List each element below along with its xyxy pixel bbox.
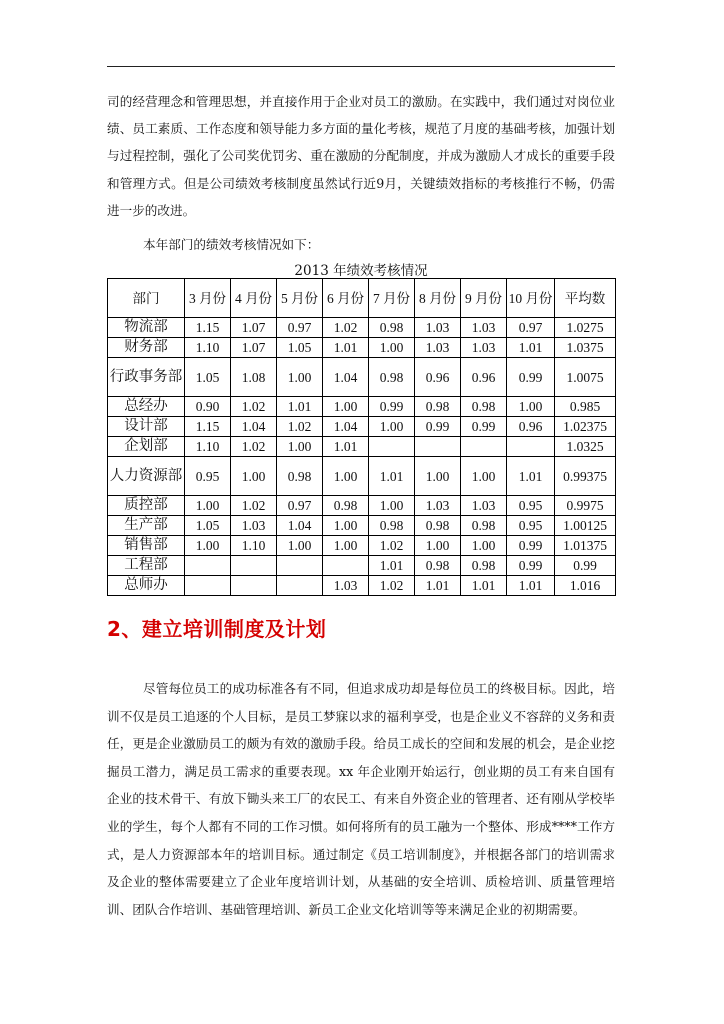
table-cell: 0.985 — [555, 397, 616, 417]
department-cell: 质控部 — [108, 496, 185, 516]
table-cell: 1.0075 — [555, 358, 616, 397]
table-cell: 0.98 — [461, 556, 507, 576]
department-cell: 生产部 — [108, 516, 185, 536]
table-cell: 1.0375 — [555, 338, 616, 358]
table-row — [108, 417, 616, 437]
table-cell: 1.10 — [231, 536, 277, 556]
table-cell: 1.05 — [185, 516, 231, 536]
table-cell: 1.00 — [277, 358, 323, 397]
table-cell: 1.04 — [323, 417, 369, 437]
table-cell: 1.02375 — [555, 417, 616, 437]
table-cell: 1.00 — [185, 496, 231, 516]
table-cell — [231, 556, 277, 576]
column-header: 10 月份 — [507, 279, 555, 318]
table-cell: 0.99 — [507, 556, 555, 576]
table-cell: 1.01 — [277, 397, 323, 417]
column-header: 平均数 — [555, 279, 616, 318]
table-cell: 0.98 — [461, 397, 507, 417]
table-cell: 1.01 — [507, 338, 555, 358]
table-cell: 0.9975 — [555, 496, 616, 516]
table-cell: 1.00 — [323, 536, 369, 556]
section-title: 2、建立培训制度及计划 — [107, 617, 327, 641]
table-cell: 0.98 — [369, 516, 415, 536]
table-cell: 1.0325 — [555, 437, 616, 457]
table-cell: 0.98 — [461, 516, 507, 536]
column-header: 8 月份 — [415, 279, 461, 318]
table-cell: 1.07 — [231, 338, 277, 358]
table-row — [108, 536, 616, 556]
table-row — [108, 576, 616, 596]
table-cell: 0.96 — [415, 358, 461, 397]
table-cell — [185, 576, 231, 596]
performance-table — [107, 278, 616, 596]
header-rule — [107, 66, 615, 67]
table-cell: 1.01 — [323, 338, 369, 358]
table-cell: 1.016 — [555, 576, 616, 596]
table-row — [108, 437, 616, 457]
column-header: 3 月份 — [185, 279, 231, 318]
table-cell — [323, 556, 369, 576]
table-cell: 1.00 — [461, 536, 507, 556]
table-cell: 1.02 — [323, 318, 369, 338]
table-cell: 1.08 — [231, 358, 277, 397]
column-header: 部门 — [108, 279, 185, 318]
column-header: 7 月份 — [369, 279, 415, 318]
table-cell: 1.01375 — [555, 536, 616, 556]
table-cell: 1.00 — [369, 417, 415, 437]
body-paragraph-2: 尽管每位员工的成功标准各有不同，但追求成功却是每位员工的终极目标。因此，培训不仅是员工追逐的个人目标，是员工梦寐以求的福利享受，也是企业义不容辞的义务和责任，更是企业激励员工的颇为有效的激励手段。给员工成长的空间和发展的机会，是企业挖掘员工潜力，满足员工需求的重要表现。xx 年企业刚开始运行，创业期的员工有来自国有企业的技术骨干、有放下锄头来工厂的农民工、有来自外资企业的管理者、还有刚从学校毕业的学生，每个人都有不同的工作习惯。如何将所有的员工融为一个整体、形成****工作方式，是人力资源部本年的培训目标。通过制定《员工培训制度》，并根据各部门的培训需求及企业的整体需要建立了企业年度培训计划，从基础的安全培训、质检培训、质量管理培训、团队合作培训、基础管理培训、新员工企业文化培训等等来满足企业的初期需要。 — [107, 681, 615, 917]
table-cell: 0.99 — [369, 397, 415, 417]
table-cell: 1.01 — [369, 457, 415, 496]
department-cell: 人力资源部 — [108, 457, 185, 496]
table-cell: 1.00 — [185, 536, 231, 556]
table-cell: 1.03 — [231, 516, 277, 536]
table-cell: 0.98 — [277, 457, 323, 496]
department-cell: 企划部 — [108, 437, 185, 457]
table-cell: 1.02 — [231, 397, 277, 417]
table-cell: 1.10 — [185, 338, 231, 358]
table-cell: 1.02 — [369, 536, 415, 556]
table-cell: 1.01 — [507, 576, 555, 596]
table-cell: 0.98 — [369, 358, 415, 397]
department-cell: 行政事务部 — [108, 358, 185, 397]
table-cell: 1.02 — [231, 496, 277, 516]
table-cell: 0.98 — [415, 556, 461, 576]
table-cell — [185, 556, 231, 576]
table-cell: 1.00 — [277, 437, 323, 457]
table-cell: 1.01 — [415, 576, 461, 596]
table-cell — [507, 437, 555, 457]
table-cell: 1.01 — [461, 576, 507, 596]
table-cell: 0.99375 — [555, 457, 616, 496]
table-cell: 1.00 — [231, 457, 277, 496]
table-cell: 1.00125 — [555, 516, 616, 536]
table-row — [108, 457, 616, 496]
table-cell: 1.00 — [461, 457, 507, 496]
table-cell: 0.96 — [507, 417, 555, 437]
table-cell: 1.00 — [323, 516, 369, 536]
table-cell — [461, 437, 507, 457]
table-intro-line: 本年部门的绩效考核情况如下： — [143, 237, 320, 252]
column-header: 9 月份 — [461, 279, 507, 318]
table-cell: 0.96 — [461, 358, 507, 397]
table-cell: 0.95 — [507, 516, 555, 536]
table-cell: 1.02 — [369, 576, 415, 596]
table-cell: 0.97 — [277, 318, 323, 338]
table-cell: 1.01 — [323, 437, 369, 457]
table-cell: 0.97 — [277, 496, 323, 516]
table-cell: 1.00 — [277, 536, 323, 556]
table-cell: 1.15 — [185, 417, 231, 437]
table-cell: 1.07 — [231, 318, 277, 338]
table-cell: 1.03 — [415, 338, 461, 358]
column-header: 5 月份 — [277, 279, 323, 318]
table-cell: 1.04 — [231, 417, 277, 437]
table-cell: 1.00 — [415, 457, 461, 496]
table-cell — [369, 437, 415, 457]
table-cell: 1.03 — [461, 496, 507, 516]
table-cell: 1.05 — [277, 338, 323, 358]
table-caption: 2013 年绩效考核情况 — [294, 263, 428, 279]
table-cell: 1.04 — [323, 358, 369, 397]
table-cell — [415, 437, 461, 457]
table-cell: 1.01 — [507, 457, 555, 496]
table-cell: 1.01 — [369, 556, 415, 576]
table-cell: 1.02 — [277, 417, 323, 437]
table-row — [108, 496, 616, 516]
table-cell: 0.99 — [507, 536, 555, 556]
department-cell: 总师办 — [108, 576, 185, 596]
table-cell: 0.98 — [415, 397, 461, 417]
table-cell: 0.90 — [185, 397, 231, 417]
table-cell: 1.00 — [415, 536, 461, 556]
table-cell: 1.00 — [323, 457, 369, 496]
table-row — [108, 556, 616, 576]
table-cell: 1.03 — [461, 318, 507, 338]
table-row — [108, 358, 616, 397]
table-cell: 0.99 — [461, 417, 507, 437]
table-cell — [231, 576, 277, 596]
table-cell — [277, 556, 323, 576]
table-cell: 0.95 — [507, 496, 555, 516]
table-cell: 1.0275 — [555, 318, 616, 338]
department-cell: 销售部 — [108, 536, 185, 556]
department-cell: 设计部 — [108, 417, 185, 437]
table-cell: 1.02 — [231, 437, 277, 457]
table-cell: 0.98 — [323, 496, 369, 516]
table-cell: 1.15 — [185, 318, 231, 338]
table-cell: 0.99 — [555, 556, 616, 576]
column-header: 4 月份 — [231, 279, 277, 318]
table-cell: 1.00 — [369, 496, 415, 516]
table-cell: 0.98 — [369, 318, 415, 338]
table-cell: 1.04 — [277, 516, 323, 536]
table-cell: 1.00 — [507, 397, 555, 417]
table-cell: 0.99 — [415, 417, 461, 437]
table-row — [108, 397, 616, 417]
table-cell: 1.05 — [185, 358, 231, 397]
body-paragraph-1: 司的经营理念和管理思想，并直接作用于企业对员工的激励。在实践中，我们通过对岗位业绩、员工素质、工作态度和领导能力多方面的量化考核，规范了月度的基础考核，加强计划与过程控制，强化了公司奖优罚劣、重在激励的分配制度，并成为激励人才成长的重要手段和管理方式。但是公司绩效考核制度虽然试行近9月，关键绩效指标的考核推行不畅，仍需进一步的改进。 — [107, 94, 615, 218]
table-row — [108, 338, 616, 358]
table-cell: 0.95 — [185, 457, 231, 496]
table-cell: 1.10 — [185, 437, 231, 457]
table-row — [108, 318, 616, 338]
table-cell: 1.00 — [369, 338, 415, 358]
department-cell: 工程部 — [108, 556, 185, 576]
department-cell: 物流部 — [108, 318, 185, 338]
department-cell: 总经办 — [108, 397, 185, 417]
table-cell: 0.99 — [507, 358, 555, 397]
table-cell: 0.98 — [415, 516, 461, 536]
table-cell: 1.03 — [415, 496, 461, 516]
department-cell: 财务部 — [108, 338, 185, 358]
table-cell: 1.00 — [323, 397, 369, 417]
table-cell: 1.03 — [323, 576, 369, 596]
table-cell: 1.03 — [415, 318, 461, 338]
table-cell — [277, 576, 323, 596]
column-header: 6 月份 — [323, 279, 369, 318]
table-cell: 0.97 — [507, 318, 555, 338]
table-row — [108, 516, 616, 536]
table-cell: 1.03 — [461, 338, 507, 358]
table-header-row — [108, 279, 616, 318]
